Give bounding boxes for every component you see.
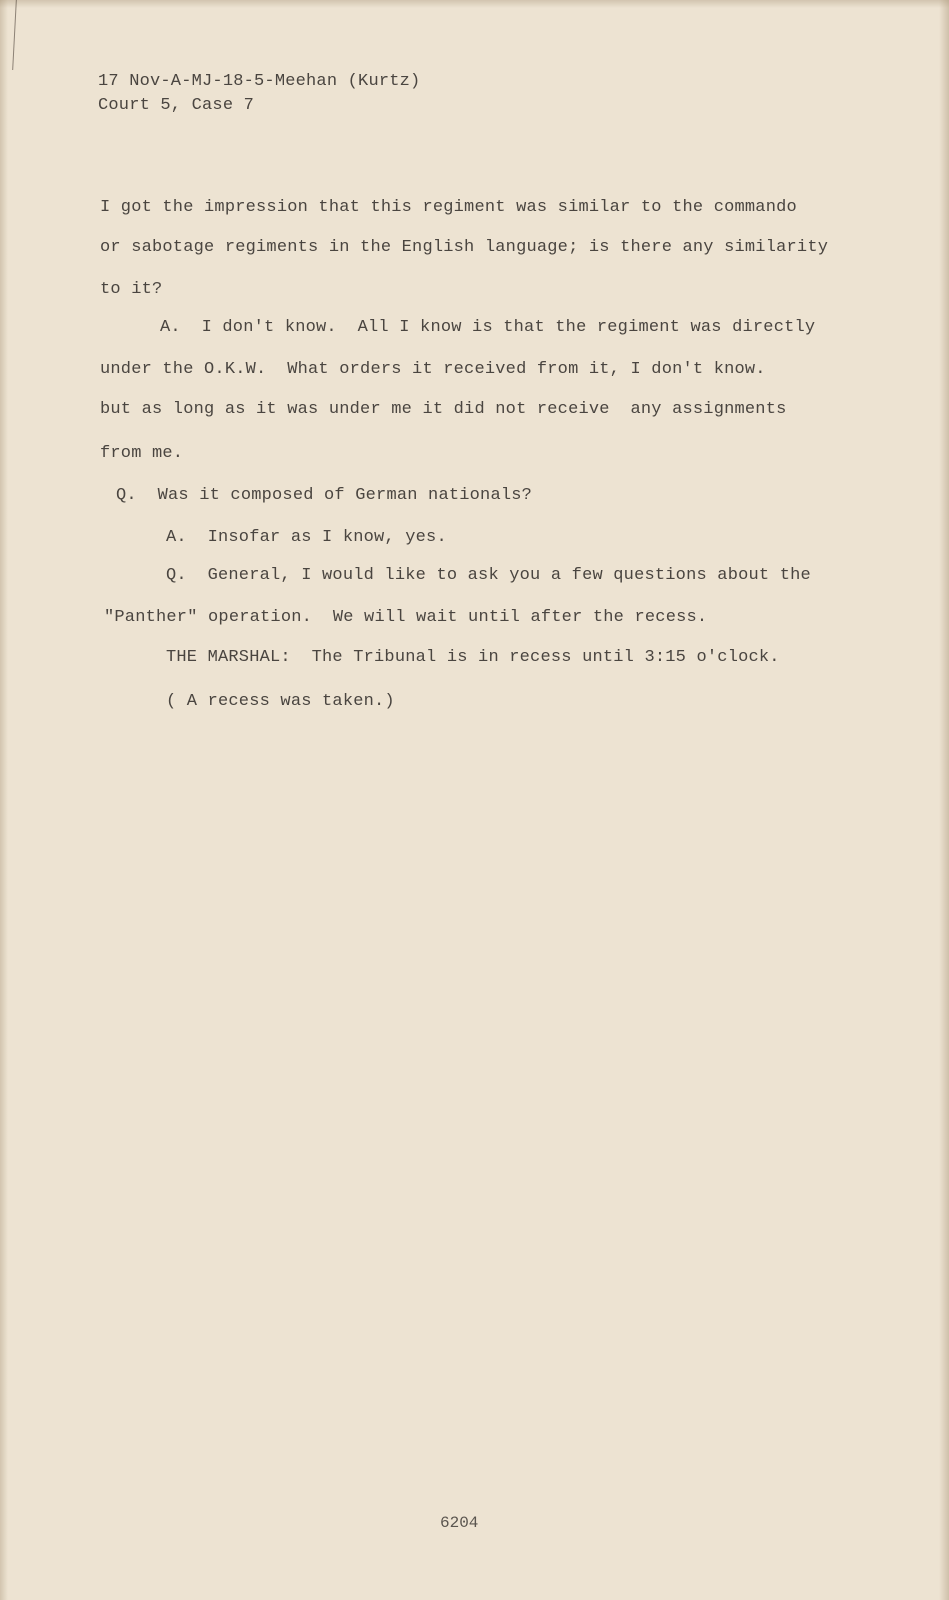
header-court-line: Court 5, Case 7 — [98, 96, 255, 115]
paper-tear-mark — [12, 0, 23, 70]
body-line: ( A recess was taken.) — [166, 692, 395, 711]
header-docket-line: 17 Nov-A-MJ-18-5-Meehan (Kurtz) — [98, 72, 421, 91]
body-line: Q. General, I would like to ask you a few questions about the — [166, 566, 811, 585]
body-line: to it? — [100, 280, 163, 299]
body-line: or sabotage regiments in the English language; is there any similarity — [100, 238, 829, 257]
body-line: THE MARSHAL: The Tribunal is in recess until 3:15 o'clock. — [166, 648, 780, 667]
page-left-edge-shadow — [0, 0, 8, 1600]
page-number: 6204 — [440, 1514, 479, 1532]
body-line: I got the impression that this regiment was similar to the commando — [100, 198, 797, 217]
page-right-edge-shadow — [939, 0, 949, 1600]
page-top-edge-shadow — [0, 0, 949, 8]
body-line: A. Insofar as I know, yes. — [166, 528, 447, 547]
body-line: but as long as it was under me it did not receive any assignments — [100, 400, 787, 419]
body-line: Q. Was it composed of German nationals? — [116, 486, 533, 505]
body-line: A. I don't know. All I know is that the regiment was directly — [160, 318, 816, 337]
body-line: "Panther" operation. We will wait until after the recess. — [104, 608, 708, 627]
body-line: from me. — [100, 444, 184, 463]
body-line: under the O.K.W. What orders it received from it, I don't know. — [100, 360, 766, 379]
